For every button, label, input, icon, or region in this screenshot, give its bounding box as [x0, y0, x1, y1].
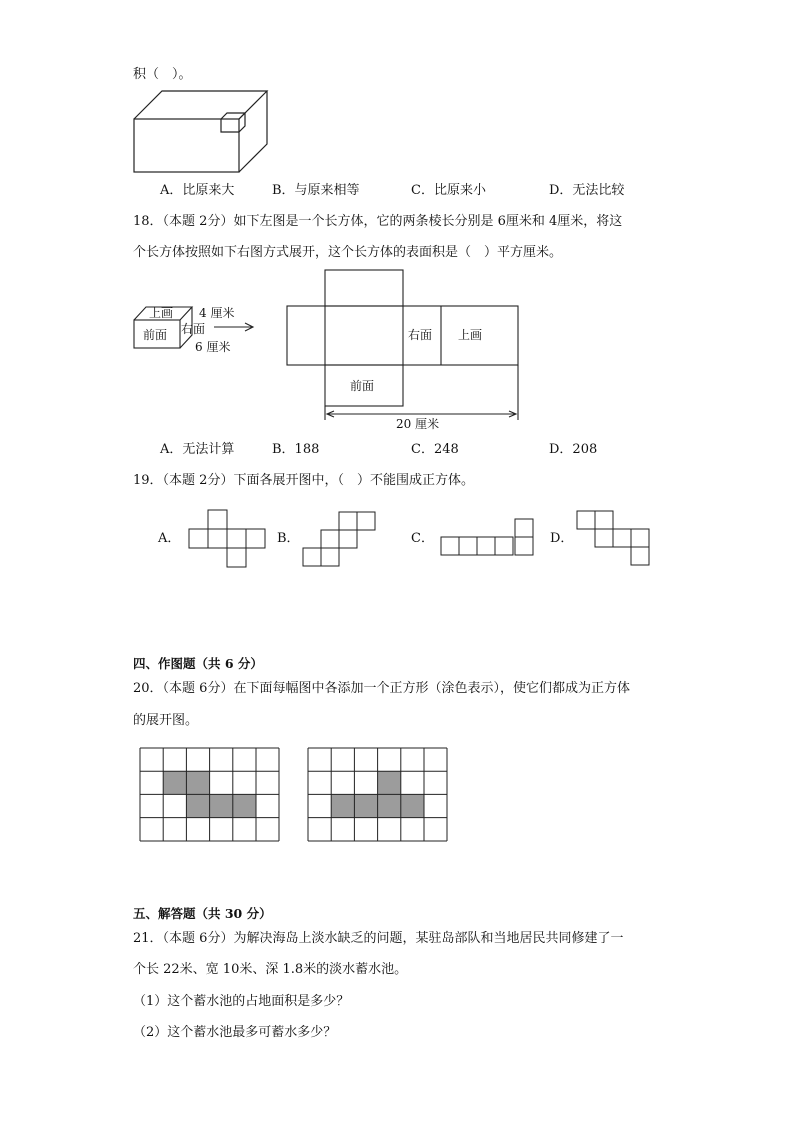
q21-stem-line2: 个长 22米、宽 10米、深 1.8米的淡水蓄水池。 — [133, 962, 408, 977]
q18-net-top-label: 上画 — [458, 328, 483, 342]
section5-title: 五、解答题（共 30 分） — [133, 906, 272, 921]
q19-label-d: D． — [550, 531, 574, 546]
q17-option-c: C．比原来小 — [411, 183, 486, 198]
q21-sub2: （2）这个蓄水池最多可蓄水多少？ — [133, 1025, 337, 1040]
q18-stem-line1: 18．（本题 2分）如下左图是一个长方体，它的两条棱长分别是 6厘米和 4厘米，将这 — [133, 214, 623, 229]
q17-option-d: D．无法比较 — [549, 183, 625, 198]
q18-option-c: C．248 — [411, 442, 459, 457]
q18-option-a: A．无法计算 — [160, 442, 235, 457]
q18-stem-line2: 个长方体按照如下右图方式展开，这个长方体的表面积是（ ）平方厘米。 — [133, 245, 563, 260]
q18-net-front-label: 前面 — [350, 379, 375, 393]
grid-1 — [140, 748, 279, 841]
q19-stem: 19．（本题 2分）下面各展开图中，（ ）不能围成正方体。 — [133, 473, 474, 488]
section4-title: 四、作图题（共 6 分） — [133, 656, 263, 671]
q18-option-b: B．188 — [272, 442, 320, 457]
q18-box-right-label: 右面 — [181, 322, 206, 336]
q17-stem-tail: 积（ ）。 — [133, 67, 192, 82]
net-a — [189, 510, 265, 567]
net-c — [441, 519, 533, 555]
q18-box-top-label: 上画 — [149, 306, 174, 320]
q21-stem-line1: 21．（本题 6分）为解决海岛上淡水缺乏的问题，某驻岛部队和当地居民共同修建了一 — [133, 931, 624, 946]
net-d — [577, 511, 649, 565]
q18-net-right-label: 右面 — [408, 328, 433, 342]
q20-stem-line1: 20．（本题 6分）在下面每幅图中各添加一个正方形（涂色表示），使它们都成为正方体 — [133, 681, 630, 696]
q19-label-a: A． — [158, 531, 181, 546]
q18-dim-b-label: 6 厘米 — [195, 340, 231, 354]
q20-stem-line2: 的展开图。 — [133, 713, 199, 728]
q17-option-b: B．与原来相等 — [272, 183, 360, 198]
q19-label-b: B． — [277, 531, 300, 546]
q18-box-front-label: 前面 — [143, 328, 168, 342]
net-b — [303, 512, 375, 566]
q17-option-a: A．比原来大 — [160, 183, 235, 198]
q18-net-width-label: 20 厘米 — [396, 417, 440, 431]
q18-option-d: D．208 — [549, 442, 598, 457]
q18-dim-a-label: 4 厘米 — [199, 306, 235, 320]
q19-label-c: C． — [411, 531, 434, 546]
grid-2 — [308, 748, 447, 841]
q21-sub1: （1）这个蓄水池的占地面积是多少？ — [133, 994, 350, 1009]
